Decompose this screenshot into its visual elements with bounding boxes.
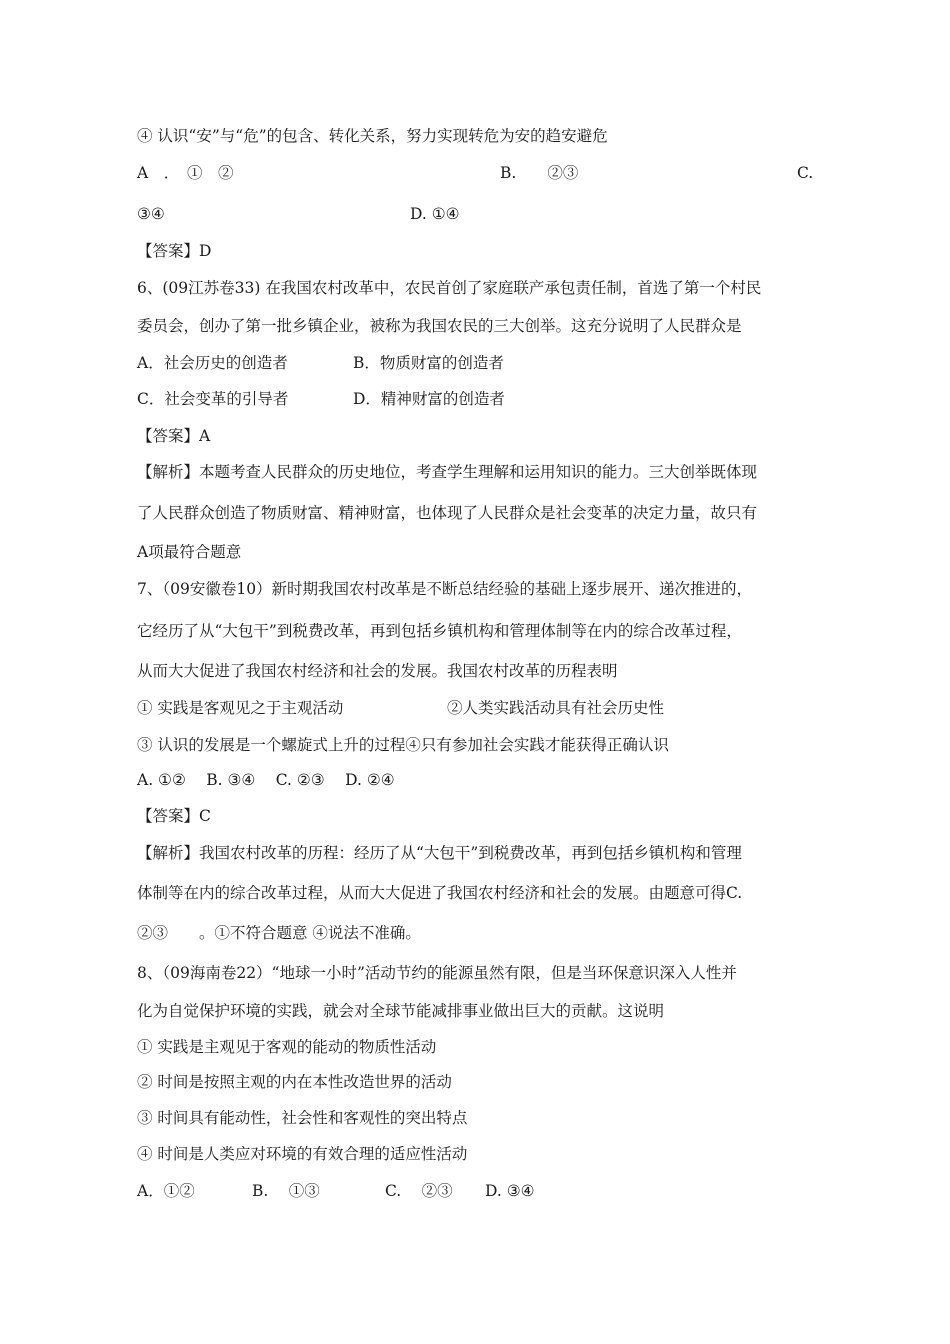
q7-stem-line-2: 它经历了从“大包干”到税费改革，再到包括乡镇机构和管理体制等在内的综合改革过程， [137,622,742,640]
q6-choice-d: D．精神财富的创造者 [353,390,505,408]
q8-choice-c: C. ②③ [385,1182,453,1200]
q8-option-4: ④ 时间是人类应对环境的有效合理的适应性活动 [137,1145,468,1163]
q8-option-1: ① 实践是主观见于客观的能动的物质性活动 [137,1038,437,1056]
q7-option-2: ②人类实践活动具有社会历史性 [447,699,665,717]
q7-option-1: ① 实践是客观见之于主观活动 [137,699,344,717]
q6-stem-line-1: 6、(09江苏卷33) 在我国农村改革中，农民首创了家庭联产承包责任制，首选了第一个村民 [137,279,762,297]
q5-option-4: ④ 认识“安”与“危”的包含、转化关系，努力实现转危为安的趋安避危 [137,127,608,145]
q8-choice-d: D. ③④ [485,1182,535,1200]
q6-choice-c: C．社会变革的引导者 [137,390,289,408]
q8-stem-line-1: 8、（09海南卷22）“地球一小时”活动节约的能源虽然有限，但是当环保意识深入人性并 [137,964,737,982]
q5-choice-b: B. ②③ [500,164,579,182]
q8-option-3: ③ 时间具有能动性，社会性和客观性的突出特点 [137,1109,468,1127]
q5-choice-a: A ． ① ② [137,164,234,182]
q7-stem-line-3: 从而大大促进了我国农村经济和社会的发展。我国农村改革的历程表明 [137,662,618,680]
q5-choice-c-continued: ③④ [137,205,165,223]
q6-choice-b: B．物质财富的创造者 [353,354,504,372]
q6-choice-a: A．社会历史的创造者 [137,354,288,372]
q7-stem-line-1: 7、（09安徽卷10）新时期我国农村改革是不断总结经验的基础上逐步展开、递次推进的， [137,580,753,598]
q8-stem-line-2: 化为自觉保护环境的实践，就会对全球节能减排事业做出巨大的贡献。这说明 [137,1002,665,1020]
q8-option-2: ② 时间是按照主观的内在本性改造世界的活动 [137,1073,452,1091]
q8-choice-a: A．①② [137,1182,195,1200]
q5-choice-d: D. ①④ [410,205,460,223]
q7-choices: A. ①② B. ③④ C. ②③ D. ②④ [137,771,395,789]
q6-stem-line-2: 委员会，创办了第一批乡镇企业，被称为我国农民的三大创举。这充分说明了人民群众是 [137,317,742,335]
q5-choice-c: C. [797,164,814,182]
q7-answer: 【答案】C [137,807,211,825]
q8-choice-b: B. ①③ [252,1182,320,1200]
q7-analysis-line-1: 【解析】我国农村改革的历程：经历了从“大包干”到税费改革，再到包括乡镇机构和管理 [137,844,742,862]
q6-analysis-line-3: A项最符合题意 [137,543,242,561]
q6-analysis-line-2: 了人民群众创造了物质财富、精神财富，也体现了人民群众是社会变革的决定力量，故只有 [137,504,758,522]
q6-analysis-line-1: 【解析】本题考查人民群众的历史地位，考查学生理解和运用知识的能力。三大创举既体现 [137,463,758,481]
q7-analysis-line-2: 体制等在内的综合改革过程，从而大大促进了我国农村经济和社会的发展。由题意可得C. [137,884,743,902]
q7-analysis-line-3: ②③ 。①不符合题意 ④说法不准确。 [137,924,421,942]
q6-answer: 【答案】A [137,427,211,445]
q7-options-row-2: ③ 认识的发展是一个螺旋式上升的过程④只有参加社会实践才能获得正确认识 [137,736,669,754]
q5-answer: 【答案】D [137,242,212,260]
